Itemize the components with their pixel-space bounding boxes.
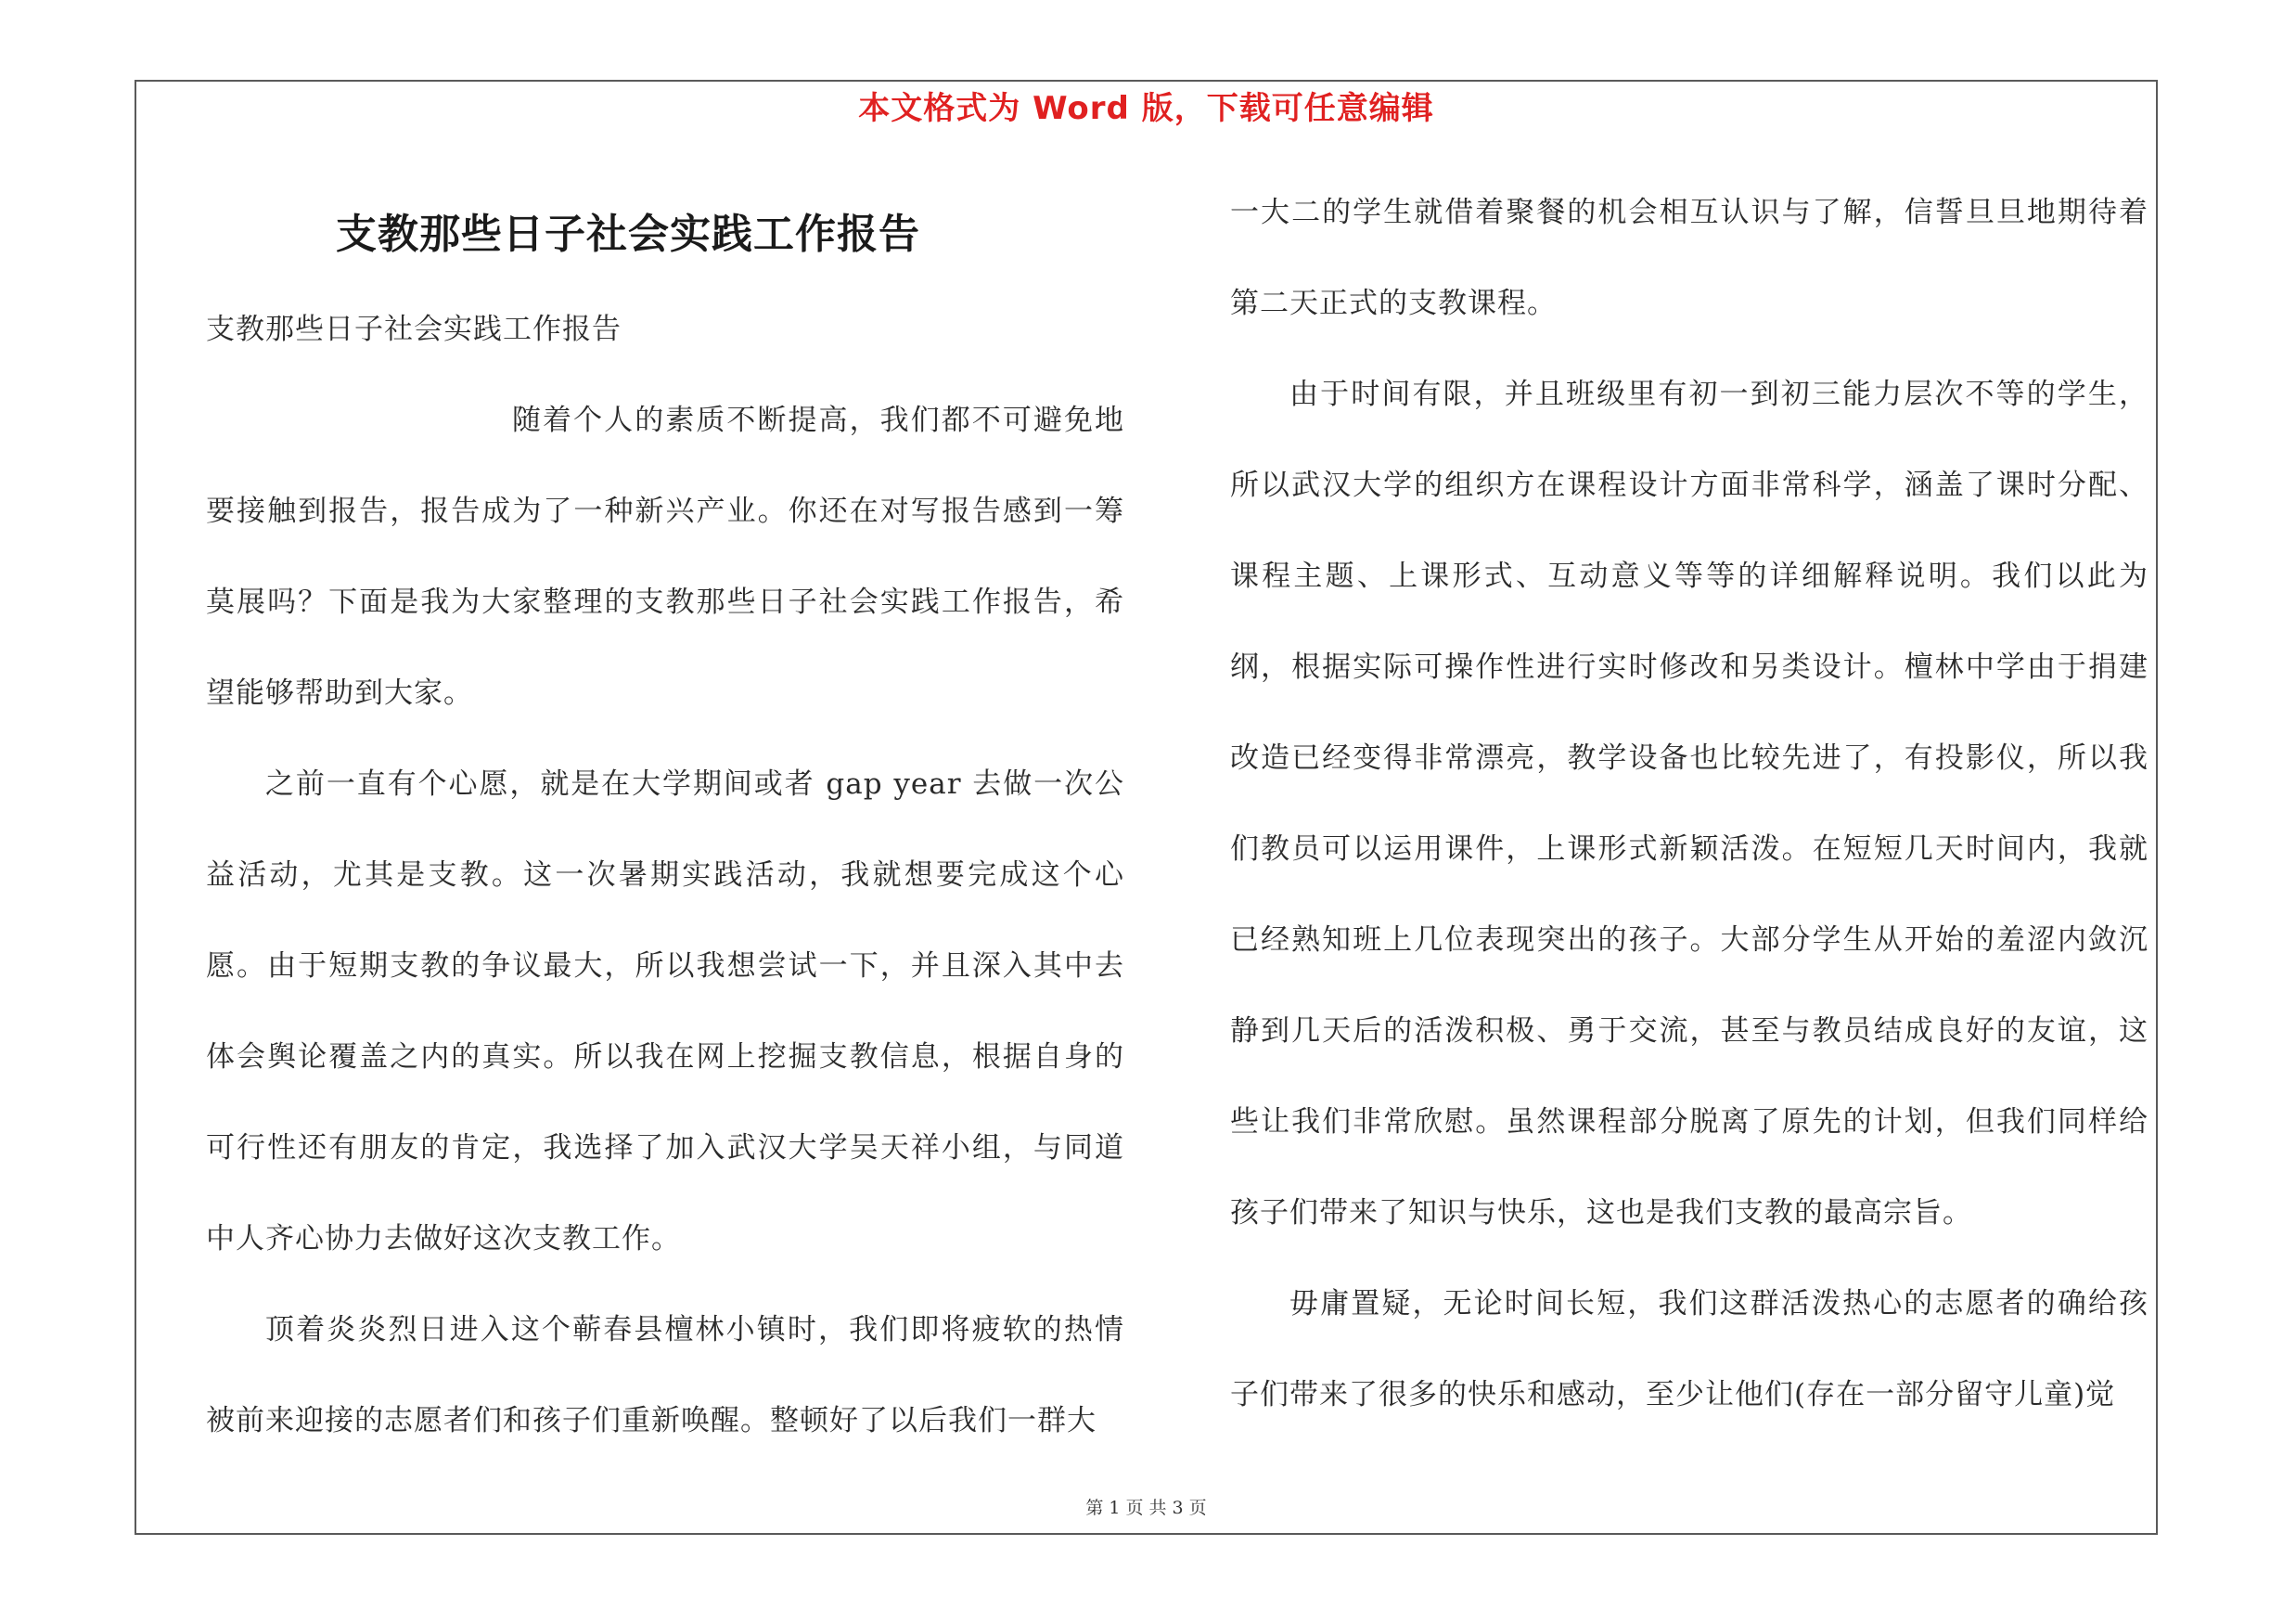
- body-paragraph-1: 之前一直有个心愿，就是在大学期间或者 gap year 去做一次公益活动，尤其是支教。这一次暑期实践活动，我就想要完成这个心愿。由于短期支教的争议最大，所以我想尝试一下，并且深入其中去体会舆论覆盖之内的真实。所以我在网上挖掘支教信息，根据自身的可行性还有朋友的肯定，我选择了加入武汉大学吴天祥小组，与同道中人齐心协力去做好这次支教工作。: [206, 767, 1124, 1256]
- page-number-footer: 第 1 页 共 3 页: [1085, 1498, 1207, 1518]
- left-column: [206, 167, 1124, 1466]
- body-paragraph-3: 由于时间有限，并且班级里有初一到初三能力层次不等的学生，所以武汉大学的组织方在课程设计方面非常科学，涵盖了课时分配、课程主题、上课形式、互动意义等等的详细解释说明。我们以此为纲，根据实际可操作性进行实时修改和另类设计。檀林中学由于捐建改造已经变得非常漂亮，教学设备也比较先进了，有投影仪，所以我们教员可以运用课件，上课形式新颖活泼。在短短几天时间内，我就已经熟知班上几位表现突出的孩子。大部分学生从开始的羞涩内敛沉静到几天后的活泼积极、勇于交流，甚至与教员结成良好的友谊，这些让我们非常欣慰。虽然课程部分脱离了原先的计划，但我们同样给孩子们带来了知识与快乐，这也是我们支教的最高宗旨。: [1230, 378, 2148, 1230]
- body-paragraph-2: 顶着炎炎烈日进入这个蕲春县檀林小镇时，我们即将疲软的热情被前来迎接的志愿者们和孩子们重新唤醒。整顿好了以后我们一群大: [206, 1313, 1124, 1437]
- intro-paragraph: 随着个人的素质不断提高，我们都不可避免地要接触到报告，报告成为了一种新兴产业。你还在对写报告感到一筹莫展吗？下面是我为大家整理的支教那些日子社会实践工作报告，希望能够帮助到大家。: [206, 404, 1124, 710]
- document-title: 支教那些日子社会实践工作报告: [336, 211, 920, 258]
- word-format-banner: 本文格式为 Word 版，下载可任意编辑: [858, 90, 1434, 127]
- right-column: [1230, 167, 2148, 1440]
- body-paragraph-continued: 一大二的学生就借着聚餐的机会相互认识与了解，信誓旦旦地期待着第二天正式的支教课程。: [1230, 196, 2148, 320]
- document-subtitle: 支教那些日子社会实践工作报告: [206, 313, 622, 346]
- body-paragraph-4: 毋庸置疑，无论时间长短，我们这群活泼热心的志愿者的确给孩子们带来了很多的快乐和感动，至少让他们(存在一部分留守儿童)觉: [1230, 1287, 2148, 1411]
